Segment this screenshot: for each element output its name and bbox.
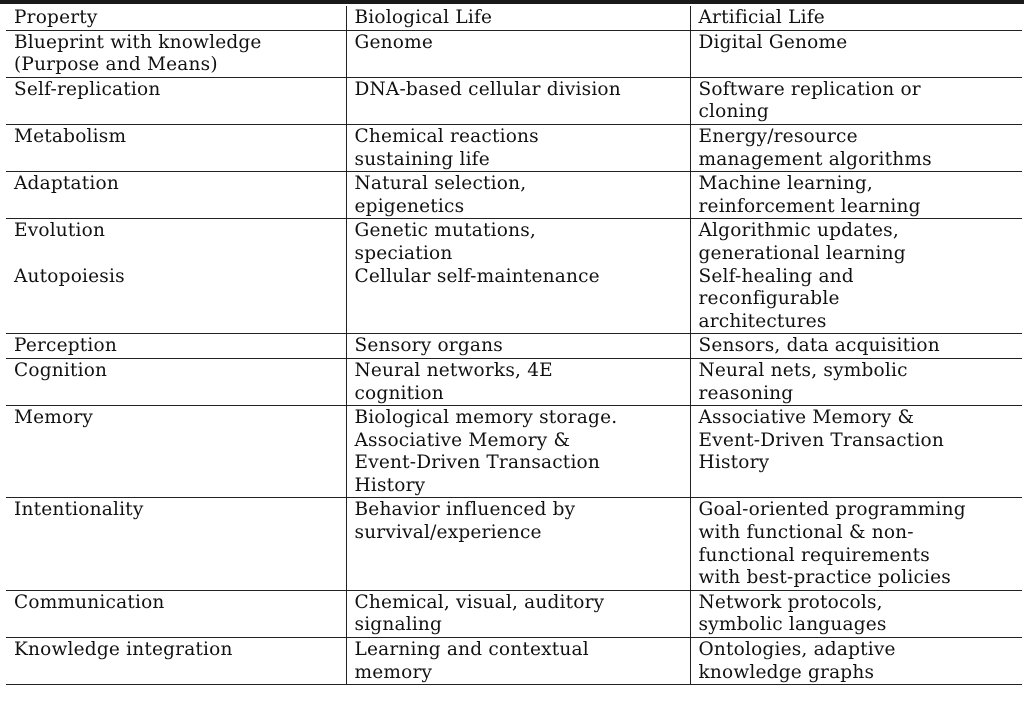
cell-line: knowledge graphs	[698, 661, 875, 683]
biological-cell	[346, 172, 690, 219]
artificial-cell	[690, 172, 1022, 219]
cell-line: Neural networks, 4E	[354, 359, 553, 381]
cell-line: Learning and contextual	[354, 639, 589, 661]
cell-line: Memory	[14, 407, 94, 429]
cell-line	[14, 243, 346, 266]
artificial-cell	[690, 406, 1022, 498]
cell-line: management algorithms	[698, 148, 932, 170]
cell-line: generational learning	[698, 242, 906, 264]
cell-line: Evolution	[14, 220, 106, 242]
cell-line: Energy/resource	[698, 125, 858, 147]
table-row	[6, 219, 1022, 334]
cell-line: reasoning	[698, 382, 794, 404]
table-row	[6, 590, 1022, 637]
cell-line: Sensors, data acquisition	[698, 335, 940, 357]
property-cell	[6, 406, 346, 498]
cell-line: cloning	[698, 101, 769, 123]
artificial-cell	[690, 590, 1022, 637]
property-cell	[6, 77, 346, 124]
cell-line: Self-replication	[14, 78, 161, 100]
cell-line: signaling	[354, 614, 443, 636]
property-cell	[6, 498, 346, 590]
cell-line: sustaining life	[354, 148, 490, 170]
biological-cell	[346, 406, 690, 498]
cell-line: Genetic mutations,	[354, 220, 536, 242]
cell-line: Autopoiesis	[14, 265, 125, 287]
cell-line: Intentionality	[14, 499, 144, 521]
artificial-cell	[690, 219, 1022, 334]
artificial-cell	[690, 30, 1022, 77]
header-property: Property	[6, 6, 346, 30]
cell-line: Biological memory storage.	[354, 407, 618, 429]
cell-line: Software replication or	[698, 78, 921, 100]
cell-line: Genome	[354, 31, 433, 53]
cell-line: Machine learning,	[698, 173, 874, 195]
table-row	[6, 77, 1022, 124]
cell-line: Goal-oriented programming	[698, 499, 966, 521]
cell-line: Self-healing and	[698, 265, 854, 287]
biological-cell	[346, 498, 690, 590]
table-row	[6, 498, 1022, 590]
cell-line: Digital Genome	[698, 31, 848, 53]
biological-cell	[346, 124, 690, 171]
cell-line: Event-Driven Transaction	[354, 452, 601, 474]
table-body	[6, 6, 1022, 685]
cell-line: epigenetics	[354, 195, 465, 217]
artificial-cell	[690, 498, 1022, 590]
property-cell	[6, 358, 346, 405]
property-cell	[6, 219, 346, 334]
property-cell	[6, 172, 346, 219]
table-row	[6, 124, 1022, 171]
cell-line: memory	[354, 661, 433, 683]
artificial-cell	[690, 334, 1022, 359]
cell-line: Metabolism	[14, 125, 127, 147]
property-cell	[6, 124, 346, 171]
header-artificial-life: Artificial Life	[690, 6, 1022, 30]
table-row	[6, 172, 1022, 219]
table-header-row	[6, 6, 1022, 30]
comparison-table	[6, 6, 1022, 685]
cell-line: Algorithmic updates,	[698, 220, 899, 242]
cell-line: survival/experience	[354, 522, 542, 544]
cell-line: Cognition	[14, 359, 108, 381]
biological-cell	[346, 590, 690, 637]
cell-line: History	[354, 474, 426, 496]
cell-line: (Purpose and Means)	[14, 54, 218, 76]
artificial-cell	[690, 638, 1022, 685]
cell-line: Blueprint with knowledge	[14, 31, 262, 53]
cell-line: Adaptation	[14, 173, 119, 195]
table-row	[6, 30, 1022, 77]
cell-line: Perception	[14, 335, 117, 357]
cell-line: Event-Driven Transaction	[698, 429, 945, 451]
cell-line: with best-practice policies	[698, 567, 952, 589]
cell-line: architectures	[698, 310, 827, 332]
property-cell	[6, 590, 346, 637]
cell-line: Knowledge integration	[14, 639, 233, 661]
biological-cell	[346, 358, 690, 405]
biological-cell	[346, 219, 690, 334]
artificial-cell	[690, 124, 1022, 171]
biological-cell	[346, 77, 690, 124]
cell-line: Sensory organs	[354, 335, 503, 357]
artificial-cell	[690, 358, 1022, 405]
cell-line: Associative Memory &	[698, 407, 915, 429]
cell-line: with functional & non-	[698, 522, 914, 544]
header-biological-life: Biological Life	[346, 6, 690, 30]
cell-line: reconfigurable	[698, 288, 840, 310]
biological-cell	[346, 334, 690, 359]
cell-line: Chemical, visual, auditory	[354, 591, 605, 613]
table-row	[6, 406, 1022, 498]
cell-line: Natural selection,	[354, 173, 527, 195]
cell-line: cognition	[354, 382, 444, 404]
cell-line: Cellular self-maintenance	[354, 265, 600, 287]
cell-line: DNA-based cellular division	[354, 78, 621, 100]
biological-cell	[346, 30, 690, 77]
cell-line: History	[698, 452, 770, 474]
property-cell	[6, 30, 346, 77]
cell-line: Ontologies, adaptive	[698, 639, 896, 661]
table-row	[6, 358, 1022, 405]
biological-cell	[346, 638, 690, 685]
cell-line: reinforcement learning	[698, 195, 921, 217]
top-rule	[0, 0, 1024, 4]
cell-line: Neural nets, symbolic	[698, 359, 908, 381]
cell-line: Associative Memory &	[354, 429, 571, 451]
table-row	[6, 334, 1022, 359]
cell-line: symbolic languages	[698, 614, 887, 636]
cell-line: Network protocols,	[698, 591, 883, 613]
property-cell	[6, 334, 346, 359]
property-cell	[6, 638, 346, 685]
cell-line: speciation	[354, 242, 453, 264]
table-row	[6, 638, 1022, 685]
cell-line: functional requirements	[698, 544, 930, 566]
cell-line: Chemical reactions	[354, 125, 539, 147]
artificial-cell	[690, 77, 1022, 124]
cell-line: Behavior influenced by	[354, 499, 576, 521]
cell-line: Communication	[14, 591, 165, 613]
